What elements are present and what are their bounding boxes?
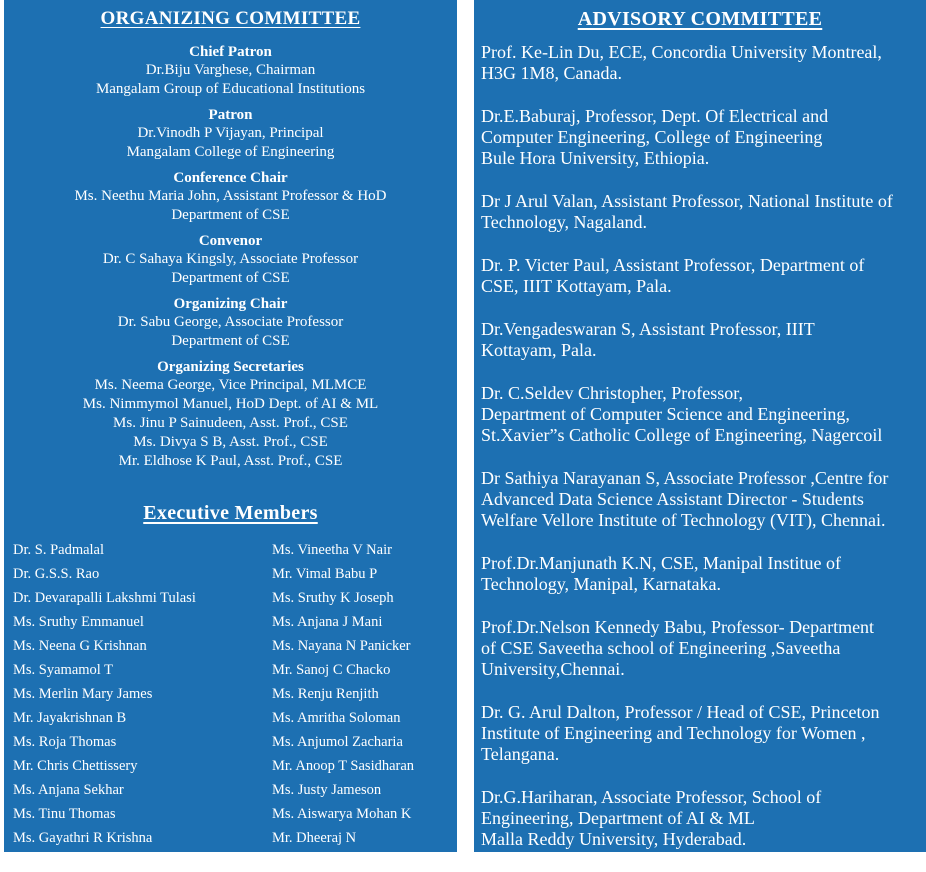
advisory-member-line: Kottayam, Pala. — [481, 340, 597, 360]
advisory-member-line: Malla Reddy University, Hyderabad. — [481, 829, 747, 849]
role-block — [4, 233, 457, 288]
executive-member: Ms. Justy Jameson — [272, 782, 382, 798]
executive-member: Mr. Chris Chettissery — [13, 758, 138, 774]
role-member-line: Ms. Nimmymol Manuel, HoD Dept. of AI & ML — [82, 396, 379, 412]
executive-member: Dr. Devarapalli Lakshmi Tulasi — [13, 590, 196, 606]
advisory-member-line: Welfare Vellore Institute of Technology (VIT), Chennai. — [481, 510, 886, 530]
executive-member: Mr. Jayakrishnan B — [13, 710, 127, 726]
role-title: Organizing Secretaries — [157, 359, 304, 375]
role-member-line: Department of CSE — [171, 333, 290, 349]
role-member-line: Ms. Neethu Maria John, Assistant Professor & HoD — [74, 188, 387, 204]
role-member-line: Mr. Eldhose K Paul, Asst. Prof., CSE — [118, 453, 343, 469]
advisory-member — [481, 702, 920, 765]
advisory-member-line: Prof.Dr.Nelson Kennedy Babu, Professor- Department — [481, 617, 875, 637]
advisory-member — [481, 468, 920, 531]
role-block — [4, 107, 457, 162]
organizing-committee-panel — [4, 0, 457, 852]
advisory-member-line: Engineering, Department of AI & ML — [481, 808, 755, 828]
role-member-line: Mangalam College of Engineering — [126, 144, 335, 160]
advisory-member — [481, 106, 920, 169]
role-member-line: Dr. Sabu George, Associate Professor — [117, 314, 344, 330]
advisory-member-line: University,Chennai. — [481, 659, 625, 679]
advisory-member-line: Computer Engineering, College of Engineering — [481, 127, 823, 147]
advisory-member-line: Dr. G. Arul Dalton, Professor / Head of CSE, Princeton — [481, 702, 880, 722]
advisory-member — [481, 319, 920, 361]
role-member-line: Ms. Divya S B, Asst. Prof., CSE — [133, 434, 328, 450]
advisory-member-line: Prof.Dr.Manjunath K.N, CSE, Manipal Institue of — [481, 553, 841, 573]
organizing-committee-heading: ORGANIZING COMMITTEE — [100, 8, 361, 29]
executive-member: Ms. Anjana Sekhar — [13, 782, 124, 798]
executive-member: Ms. Aiswarya Mohan K — [272, 806, 412, 822]
advisory-member-line: Prof. Ke-Lin Du, ECE, Concordia University Montreal, — [481, 42, 882, 62]
advisory-members-list — [481, 42, 920, 872]
advisory-member-line: Advanced Data Science Assistant Director - Students — [481, 489, 864, 509]
executive-members-heading: Executive Members — [143, 502, 318, 524]
advisory-member-line: Bule Hora University, Ethiopia. — [481, 148, 710, 168]
advisory-member-line: Dr. C.Seldev Christopher, Professor, — [481, 383, 744, 403]
executive-member: Ms. Vineetha V Nair — [272, 542, 392, 558]
executive-members-column-2 — [272, 538, 414, 850]
advisory-member-line: Dr. P. Victer Paul, Assistant Professor, Department of — [481, 255, 865, 275]
advisory-committee-heading: ADVISORY COMMITTEE — [577, 8, 823, 30]
advisory-member-line: St.Xavier”s Catholic College of Engineering, Nagercoil — [481, 425, 883, 445]
executive-member: Mr. Sanoj C Chacko — [272, 662, 391, 678]
executive-member: Ms. Sruthy Emmanuel — [13, 614, 144, 630]
role-member-line: Mangalam Group of Educational Institutions — [95, 81, 366, 97]
advisory-member-line: Telangana. — [481, 744, 560, 764]
role-title: Convenor — [198, 233, 263, 249]
executive-member: Ms. Nayana N Panicker — [272, 638, 411, 654]
executive-member: Ms. Syamamol T — [13, 662, 114, 678]
role-block — [4, 44, 457, 99]
advisory-member — [481, 553, 920, 595]
advisory-member-line: CSE, IIIT Kottayam, Pala. — [481, 276, 672, 296]
advisory-member-line: H3G 1M8, Canada. — [481, 63, 622, 83]
advisory-member — [481, 787, 920, 850]
role-member-line: Dr. C Sahaya Kingsly, Associate Professor — [102, 251, 359, 267]
advisory-member — [481, 191, 920, 233]
executive-member: Mr. Anoop T Sasidharan — [272, 758, 415, 774]
executive-member: Ms. Renju Renjith — [272, 686, 379, 702]
executive-member: Ms. Roja Thomas — [13, 734, 117, 750]
role-member-line: Department of CSE — [171, 270, 290, 286]
organizing-roles — [4, 44, 457, 471]
role-title: Chief Patron — [189, 44, 272, 60]
advisory-member-line: Technology, Manipal, Karnataka. — [481, 574, 721, 594]
advisory-member-line: Technology, Nagaland. — [481, 212, 648, 232]
executive-member: Ms. Anjana J Mani — [272, 614, 383, 630]
advisory-member-line: Institute of Engineering and Technology for Women , — [481, 723, 866, 743]
executive-member: Ms. Tinu Thomas — [13, 806, 116, 822]
advisory-member — [481, 255, 920, 297]
advisory-member — [481, 617, 920, 680]
advisory-member-line: Dr.G.Hariharan, Associate Professor, School of — [481, 787, 822, 807]
role-member-line: Department of CSE — [171, 207, 290, 223]
advisory-member-line: of CSE Saveetha school of Engineering ,Saveetha — [481, 638, 841, 658]
role-title: Patron — [208, 107, 253, 123]
role-title: Organizing Chair — [173, 296, 288, 312]
executive-member: Ms. Sruthy K Joseph — [272, 590, 394, 606]
executive-member: Ms. Neena G Krishnan — [13, 638, 147, 654]
executive-member: Mr. Dheeraj N — [272, 830, 357, 846]
advisory-member-line: Dr.E.Baburaj, Professor, Dept. Of Electrical and — [481, 106, 829, 126]
role-member-line: Dr.Vinodh P Vijayan, Principal — [137, 125, 324, 141]
role-member-line: Ms. Neema George, Vice Principal, MLMCE — [94, 377, 367, 393]
role-member-line: Dr.Biju Varghese, Chairman — [145, 62, 316, 78]
executive-member: Mr. Vimal Babu P — [272, 566, 378, 582]
role-member-line: Ms. Jinu P Sainudeen, Asst. Prof., CSE — [113, 415, 348, 431]
role-title: Conference Chair — [173, 170, 288, 186]
executive-member: Ms. Merlin Mary James — [13, 686, 153, 702]
executive-member: Ms. Amritha Soloman — [272, 710, 401, 726]
advisory-member-line: Dr.Vengadeswaran S, Assistant Professor, IIIT — [481, 319, 815, 339]
advisory-member-line: Dr Sathiya Narayanan S, Associate Professor ,Centre for — [481, 468, 889, 488]
role-block — [4, 170, 457, 225]
advisory-member-line: Department of Computer Science and Engineering, — [481, 404, 850, 424]
role-block — [4, 359, 457, 471]
advisory-member — [481, 42, 920, 84]
executive-member: Ms. Gayathri R Krishna — [13, 830, 153, 846]
advisory-member — [481, 383, 920, 446]
executive-member: Dr. S. Padmalal — [13, 542, 105, 558]
advisory-member-line: Dr J Arul Valan, Assistant Professor, National Institute of — [481, 191, 893, 211]
advisory-committee-panel — [474, 0, 926, 852]
executive-member: Dr. G.S.S. Rao — [13, 566, 100, 582]
role-block — [4, 296, 457, 351]
executive-member: Ms. Anjumol Zacharia — [272, 734, 403, 750]
executive-members-column-1 — [13, 538, 196, 850]
